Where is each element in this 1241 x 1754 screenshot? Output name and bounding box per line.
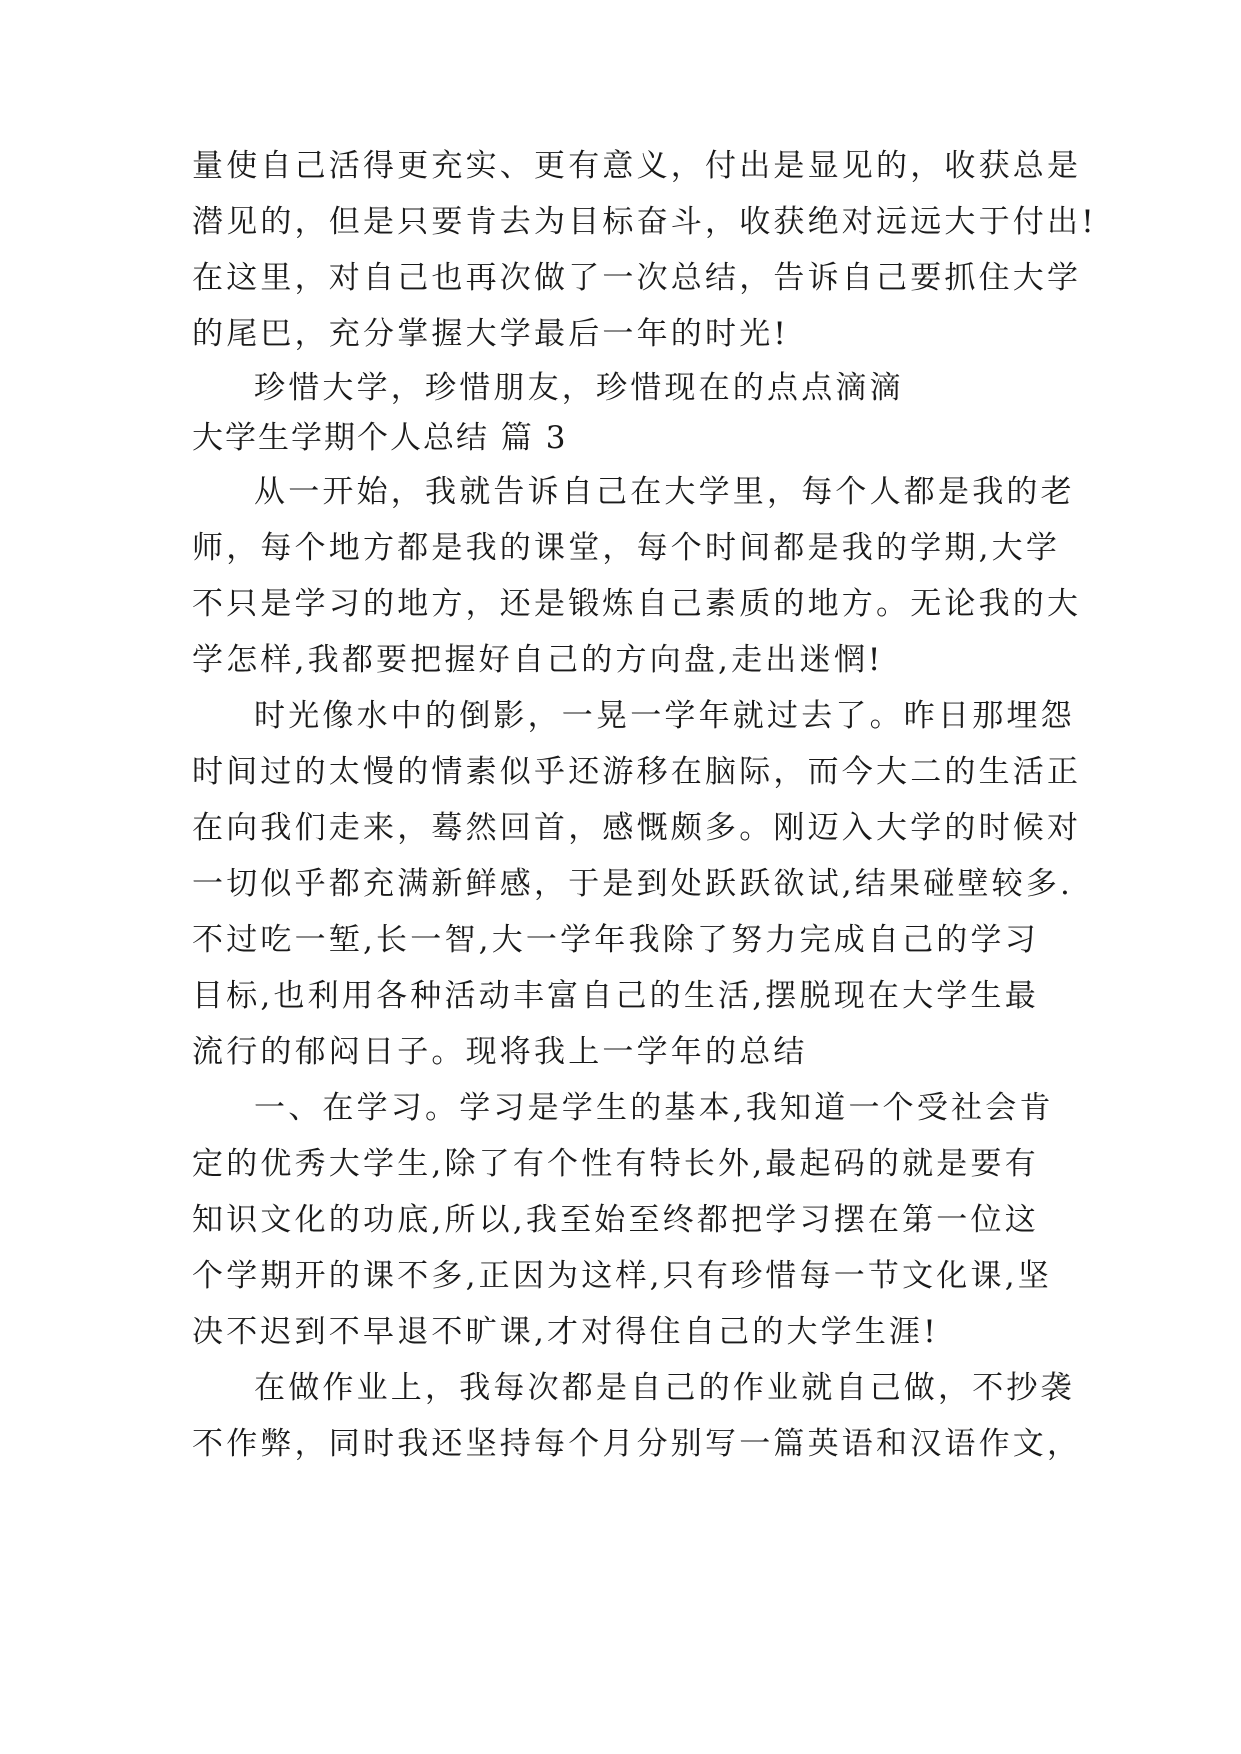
section-heading: 大学生学期个人总结 篇 3 <box>192 420 568 456</box>
paragraph-line: 不作弊，同时我还坚持每个月分别写一篇英语和汉语作文， <box>192 1426 1082 1462</box>
paragraph-line: 目标,也利用各种活动丰富自己的生活,摆脱现在大学生最 <box>192 978 1039 1014</box>
paragraph-line: 不过吃一堑,长一智,大一学年我除了努力完成自己的学习 <box>192 922 1039 958</box>
paragraph-line: 个学期开的课不多,正因为这样,只有珍惜每一节文化课,坚 <box>192 1258 1052 1294</box>
paragraph-line: 一切似乎都充满新鲜感，于是到处跃跃欲试,结果碰壁较多. <box>192 866 1074 902</box>
paragraph-line: 一、在学习。学习是学生的基本,我知道一个受社会肯 <box>254 1090 1054 1126</box>
paragraph-line: 时光像水中的倒影，一晃一学年就过去了。昨日那埋怨 <box>254 698 1075 734</box>
paragraph-line: 流行的郁闷日子。现将我上一学年的总结 <box>192 1034 808 1070</box>
paragraph-line: 的尾巴，充分掌握大学最后一年的时光! <box>192 316 790 352</box>
paragraph-line: 决不迟到不早退不旷课,才对得住自己的大学生涯! <box>192 1314 939 1350</box>
paragraph-line: 在向我们走来，蓦然回首，感慨颇多。刚迈入大学的时候对 <box>192 810 1082 846</box>
paragraph-line: 师，每个地方都是我的课堂，每个时间都是我的学期,大学 <box>192 530 1061 566</box>
paragraph-line: 在做作业上，我每次都是自己的作业就自己做，不抄袭 <box>254 1370 1075 1406</box>
paragraph-line: 珍惜大学，珍惜朋友，珍惜现在的点点滴滴 <box>254 370 904 406</box>
paragraph-line: 潜见的，但是只要肯去为目标奋斗，收获绝对远远大于付出! <box>192 204 1097 240</box>
paragraph-line: 不只是学习的地方，还是锻炼自己素质的地方。无论我的大 <box>192 586 1082 622</box>
paragraph-line: 定的优秀大学生,除了有个性有特长外,最起码的就是要有 <box>192 1146 1039 1182</box>
paragraph-line: 知识文化的功底,所以,我至始至终都把学习摆在第一位这 <box>192 1202 1039 1238</box>
paragraph-line: 在这里，对自己也再次做了一次总结，告诉自己要抓住大学 <box>192 260 1082 296</box>
paragraph-line: 学怎样,我都要把握好自己的方向盘,走出迷惘! <box>192 642 884 678</box>
paragraph-line: 从一开始，我就告诉自己在大学里，每个人都是我的老 <box>254 474 1075 510</box>
paragraph-line: 时间过的太慢的情素似乎还游移在脑际，而今大二的生活正 <box>192 754 1082 790</box>
paragraph-line: 量使自己活得更充实、更有意义，付出是显见的，收获总是 <box>192 148 1082 184</box>
